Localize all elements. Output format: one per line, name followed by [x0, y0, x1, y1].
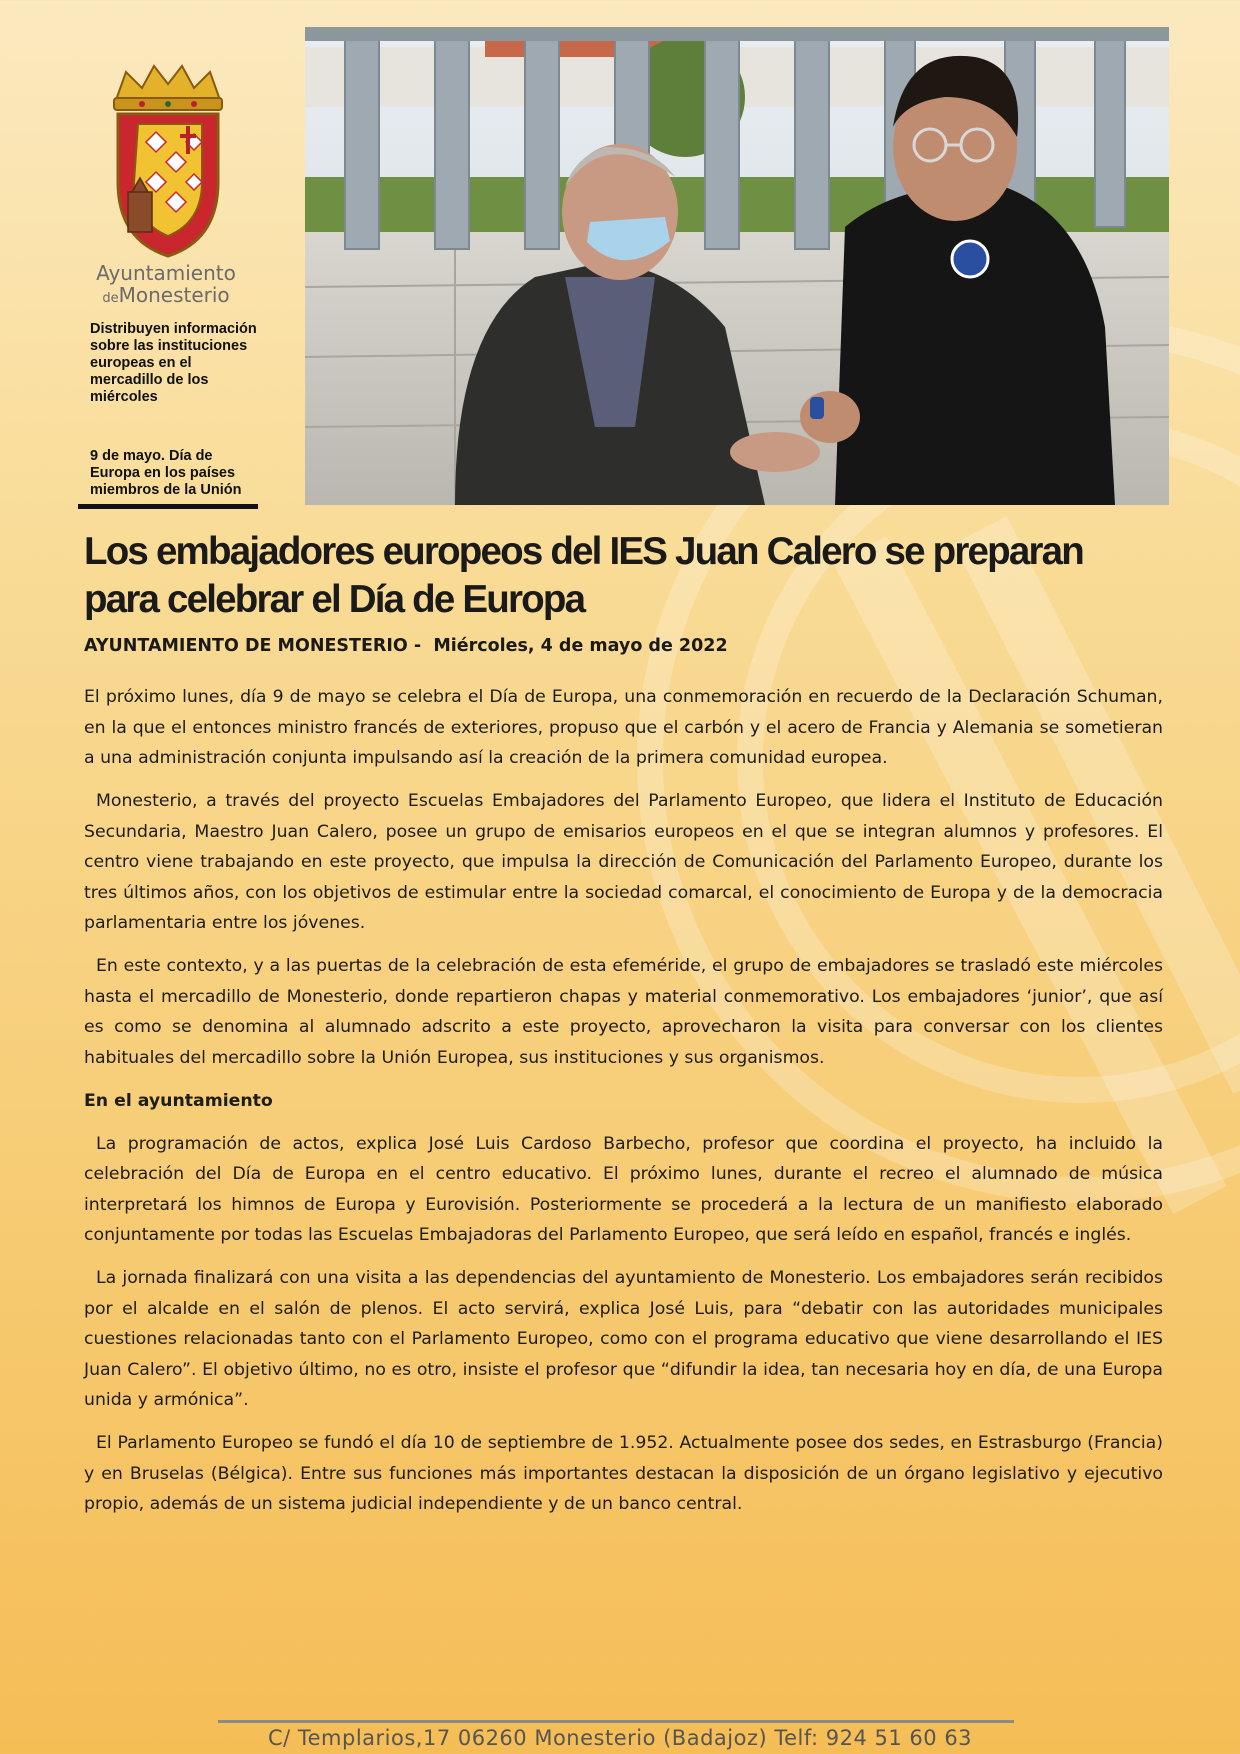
footer-divider: [218, 1720, 1014, 1723]
article-photo: [305, 27, 1169, 505]
photo-caption-2: 9 de mayo. Día de Europa en los países miembros de la Unión: [90, 448, 242, 498]
sidebar-divider: [78, 504, 258, 509]
municipality-wordmark: [76, 262, 256, 310]
paragraph-2: Monesterio, a través del proyecto Escuelas Embajadores del Parlamento Europeo, que lidera el Instituto de Educación Secundaria, Maestro Juan Calero, posee un grupo de emisarios europeos en el que se integran alumnos y profesores. El centro viene trabajando en este proyecto, que impulsa la dirección de Comunicación del Parlamento Europeo, durante los tres últimos años, con los objetivos de estimular entre la sociedad comarcal, el conocimiento de Europa y de la democracia parlamentaria entre los jóvenes.: [84, 791, 1163, 933]
article-byline: AYUNTAMIENTO DE MONESTERIO - Miércoles, 4 de mayo de 2022: [84, 636, 728, 656]
paragraph-3: En este contexto, y a las puertas de la celebración de esta efeméride, el grupo de embajadores se trasladó este miércoles hasta el mercadillo de Monesterio, donde repartieron chapas y material conmemorativo. Los embajadores ‘junior’, que así es como se denomina al alumnado adscrito a este proyecto, aprovecharon la visita para conversar con los clientes habituales del mercadillo sobre la Unión Europea, sus instituciones y sus organismos.: [84, 956, 1163, 1068]
section-subheading: En el ayuntamiento: [84, 1090, 273, 1111]
photo-caption-1: Distribuyen información sobre las instituciones europeas en el mercadillo de los miércoles: [90, 321, 257, 405]
paragraph-4: La programación de actos, explica José Luis Cardoso Barbecho, profesor que coordina el proyecto, ha incluido la celebración del Día de Europa en el centro educativo. El próximo lunes, durante el recreo el alumnado de música interpretará los himnos de Europa y Eurovisión. Posteriormente se procederá a la lectura de un manifiesto elaborado conjuntamente por todas las Escuelas Embajadoras del Parlamento Europeo, que será leído en español, francés e inglés.: [84, 1133, 1163, 1245]
paragraph-1: El próximo lunes, día 9 de mayo se celebra el Día de Europa, una conmemoración en recuerdo de la Declaración Schuman, en la que el entonces ministro francés de exteriores, propuso que el carbón y el acero de Francia y Alemania se sometieran a una administración conjunta impulsando así la creación de la primera comunidad europea.: [84, 687, 1163, 768]
wordmark-name: Monesterio: [118, 283, 230, 307]
article-title: Los embajadores europeos del IES Juan Calero se preparan para celebrar el Día de Europa: [84, 530, 1083, 621]
article-body: [84, 682, 1163, 1532]
wordmark-de: de: [102, 291, 119, 306]
paragraph-6: El Parlamento Europeo se fundó el día 10 de septiembre de 1.952. Actualmente posee dos sedes, en Estrasburgo (Francia) y en Bruselas (Bélgica). Entre sus funciones más importantes destacan la disposición de un órgano legislativo y ejecutivo propio, además de un sistema judicial independiente y de un banco central.: [84, 1433, 1163, 1514]
footer-address: C/ Templarios,17 06260 Monesterio (Badajoz) Telf: 924 51 60 63: [267, 1726, 973, 1750]
paragraph-5: La jornada finalizará con una visita a las dependencias del ayuntamiento de Monesterio. Los embajadores serán recibidos por el alcalde en el salón de plenos. El acto servirá, explica José Luis, para “debatir con las autoridades municipales cuestiones relacionadas tanto con el Parlamento Europeo, como con el programa educativo que viene desarrollando el IES Juan Calero”. El objetivo último, no es otro, insiste el profesor que “difundir la idea, tan necesaria hoy en día, de una Europa unida y armónica”.: [84, 1268, 1163, 1410]
coat-of-arms-logo: [98, 62, 238, 262]
wordmark-line2: [76, 284, 256, 310]
wordmark-line1: Ayuntamiento: [96, 261, 236, 285]
